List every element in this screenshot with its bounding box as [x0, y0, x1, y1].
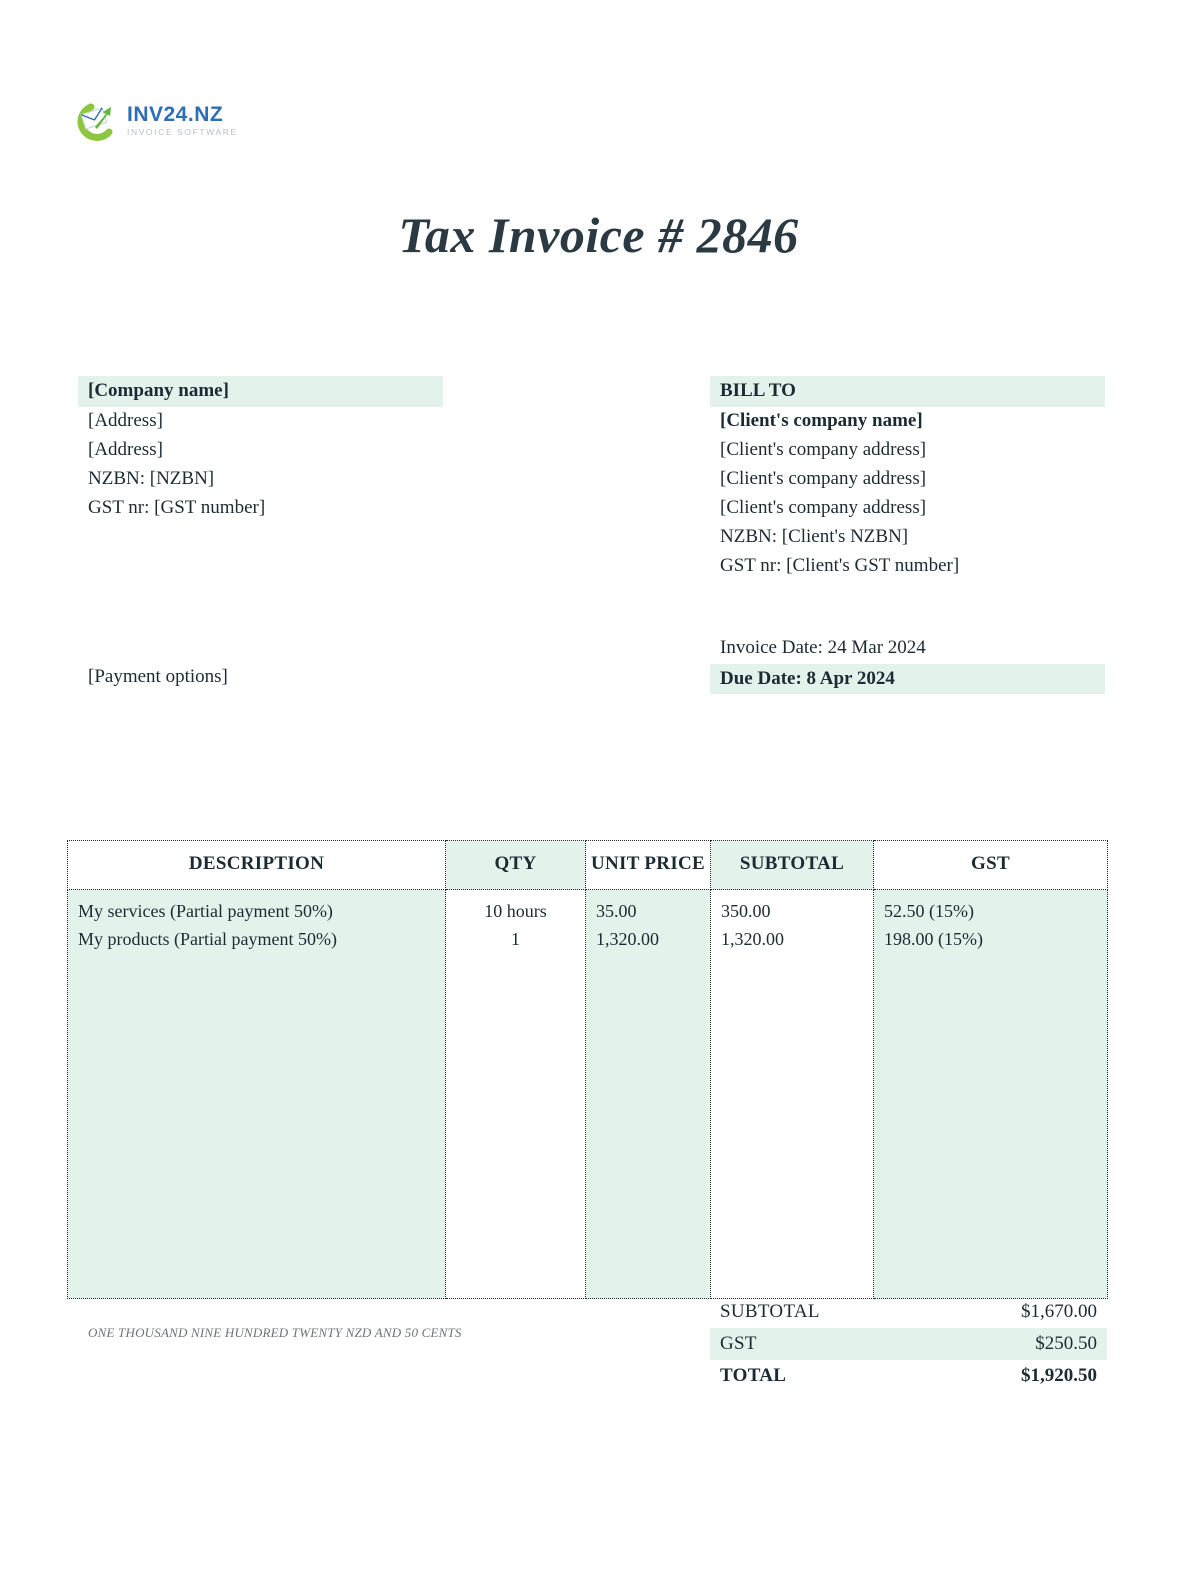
- seller-block: [78, 376, 443, 523]
- column-header-unit-price: UNIT PRICE: [586, 841, 711, 890]
- line-item-description: My products (Partial payment 50%): [78, 928, 337, 949]
- cell-description: [68, 890, 446, 1299]
- column-header-qty: QTY: [446, 841, 586, 890]
- subtotal-value: $1,670.00: [1021, 1301, 1097, 1322]
- brand-logo-text: [127, 104, 238, 137]
- table-row: [68, 890, 1108, 1299]
- cell-unit-price: [586, 890, 711, 1299]
- total-value: $1,920.50: [1021, 1365, 1097, 1386]
- bill-to-heading: BILL TO: [710, 376, 1105, 407]
- seller-gst-number: GST nr: [GST number]: [88, 496, 266, 518]
- totals-row-subtotal: [710, 1296, 1107, 1328]
- totals-row-total: [710, 1360, 1107, 1392]
- seller-address-line: [Address]: [88, 409, 163, 431]
- bill-to-block: [710, 376, 1105, 581]
- totals-block: [710, 1296, 1107, 1392]
- client-address-line: [Client's company address]: [720, 438, 927, 460]
- envelope-arrow-icon: [75, 98, 119, 142]
- line-item-unit-price: 1,320.00: [596, 928, 659, 949]
- line-item-qty: 10 hours: [484, 901, 547, 921]
- client-company-name: [Client's company name]: [720, 409, 923, 431]
- brand-logo: [75, 98, 238, 142]
- due-date: Due Date: 8 Apr 2024: [710, 664, 1105, 695]
- line-item-qty: 1: [511, 928, 520, 949]
- line-item-subtotal: 1,320.00: [721, 928, 784, 949]
- column-header-gst: GST: [874, 841, 1108, 890]
- line-item-gst: 198.00 (15%): [884, 928, 983, 949]
- page-title: Tax Invoice # 2846: [398, 207, 799, 263]
- table-header-row: [68, 841, 1108, 890]
- column-header-description: DESCRIPTION: [68, 841, 446, 890]
- brand-logo-title: INV24.NZ: [127, 102, 224, 126]
- line-item-subtotal: 350.00: [721, 901, 771, 921]
- client-nzbn: NZBN: [Client's NZBN]: [720, 525, 909, 547]
- invoice-date: Invoice Date: 24 Mar 2024: [720, 637, 926, 658]
- line-item-unit-price: 35.00: [596, 901, 637, 921]
- gst-value: $250.50: [1035, 1333, 1097, 1354]
- cell-subtotal: [711, 890, 874, 1299]
- invoice-dates: [710, 633, 1105, 694]
- cell-qty: [446, 890, 586, 1299]
- client-address-line: [Client's company address]: [720, 467, 927, 489]
- subtotal-label: SUBTOTAL: [720, 1301, 820, 1322]
- column-header-subtotal: SUBTOTAL: [711, 841, 874, 890]
- client-address-line: [Client's company address]: [720, 496, 927, 518]
- totals-row-gst: [710, 1328, 1107, 1360]
- cell-gst: [874, 890, 1108, 1299]
- brand-logo-subtitle: INVOICE SOFTWARE: [127, 126, 238, 137]
- line-item-gst: 52.50 (15%): [884, 901, 974, 921]
- gst-label: GST: [720, 1333, 757, 1354]
- client-gst-number: GST nr: [Client's GST number]: [720, 554, 960, 576]
- amount-in-words: ONE THOUSAND NINE HUNDRED TWENTY NZD AND 50 CENTS: [88, 1325, 462, 1340]
- line-items-table: [67, 840, 1108, 1299]
- total-label: TOTAL: [720, 1365, 787, 1386]
- seller-nzbn: NZBN: [NZBN]: [88, 467, 215, 489]
- seller-address-line: [Address]: [88, 438, 163, 460]
- line-item-description: My services (Partial payment 50%): [78, 901, 333, 921]
- payment-options: [Payment options]: [88, 666, 228, 687]
- seller-company-name: [Company name]: [78, 376, 443, 407]
